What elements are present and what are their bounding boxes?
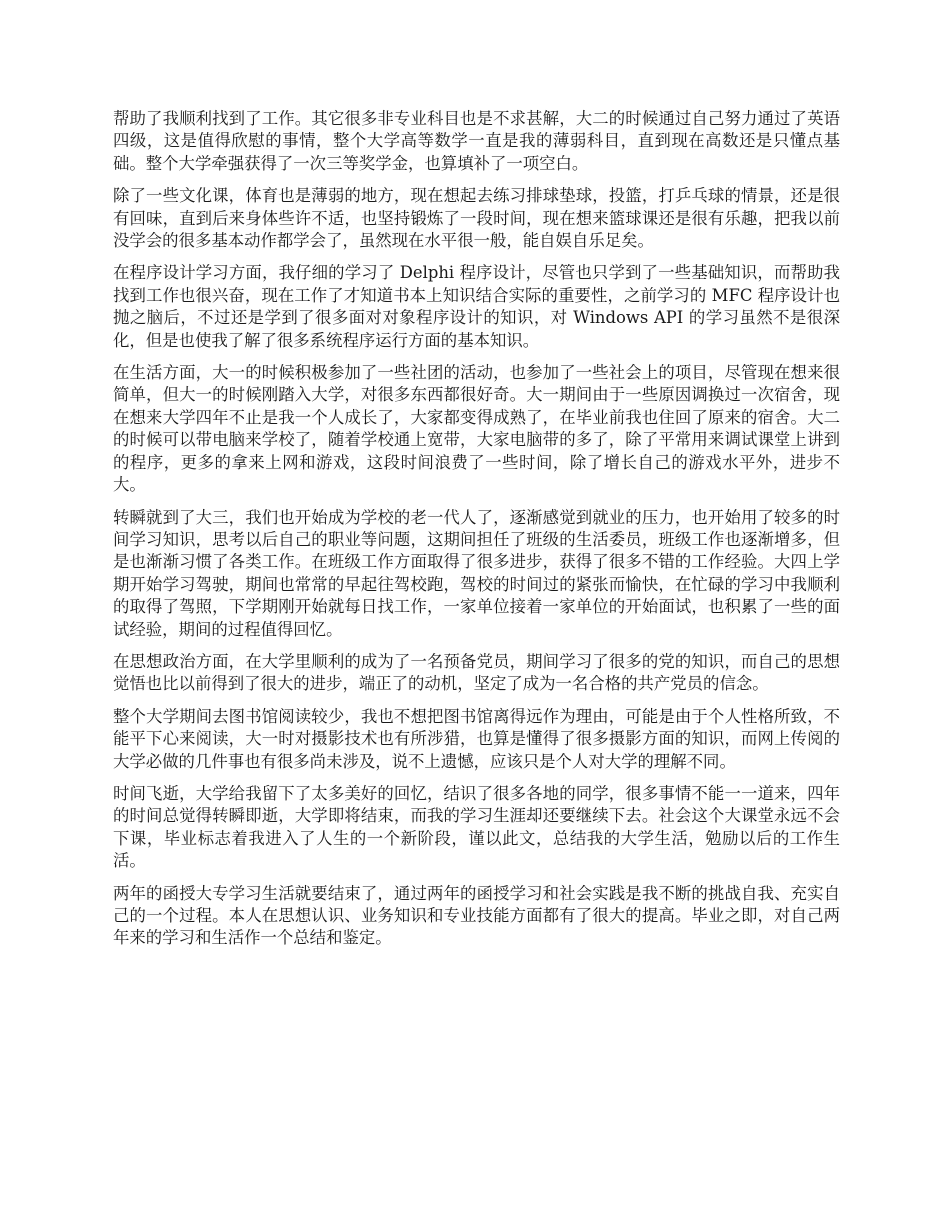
paragraph-sports: 除了一些文化课，体育也是薄弱的地方，现在想起去练习排球垫球，投篮，打乒乓球的情景，还是很有回味，直到后来身体些许不适，也坚持锻炼了一段时间，现在想来篮球课还是很有乐趣，把我以前没学会的很多基本动作都学会了，虽然现在水平很一般，能自娱自乐足矣。 <box>113 186 840 251</box>
paragraph-programming: 在程序设计学习方面，我仔细的学习了 Delphi 程序设计，尽管也只学到了一些基础知识，而帮助我找到工作也很兴奋，现在工作了才知道书本上知识结合实际的重要性，之前学习的 MFC 程序设计也抛之脑后，不过还是学到了很多面对对象程序设计的知识，对 Windows API 的学习虽然不是很深化，但是也使我了解了很多系统程序运行方面的基本知识。 <box>113 263 840 350</box>
paragraph-reflection: 时间飞逝，大学给我留下了太多美好的回忆，结识了很多各地的同学，很多事情不能一一道来，四年的时间总觉得转瞬即逝，大学即将结束，而我的学习生涯却还要继续下去。社会这个大课堂永远不会下课，毕业标志着我进入了人生的一个新阶段，谨以此文，总结我的大学生活，勉励以后的工作生活。 <box>113 783 840 871</box>
paragraph-junior-senior-year: 转瞬就到了大三，我们也开始成为学校的老一代人了，逐渐感觉到就业的压力，也开始用了较多的时间学习知识，思考以后自己的职业等问题，这期间担任了班级的生活委员，班级工作也逐渐增多，但是也渐渐习惯了各类工作。在班级工作方面取得了很多进步，获得了很多不错的工作经验。大四上学期开始学习驾驶，期间也常常的早起往驾校跑，驾校的时间过的紧张而愉快，在忙碌的学习中我顺利的取得了驾照，下学期刚开始就每日找工作，一家单位接着一家单位的开始面试，也积累了一些的面试经验，期间的过程值得回忆。 <box>113 507 840 639</box>
paragraph-political-thought: 在思想政治方面，在大学里顺利的成为了一名预备党员，期间学习了很多的党的知识，而自己的思想觉悟也比以前得到了很大的进步，端正了的动机，坚定了成为一名合格的共产党员的信念。 <box>113 651 840 694</box>
paragraph-university-study: 帮助了我顺利找到了工作。其它很多非专业科目也是不求甚解，大二的时候通过自己努力通过了英语四级，这是值得欣慰的事情，整个大学高等数学一直是我的薄弱科目，直到现在高数还是只懂点基础。整个大学牵强获得了一次三等奖学金，也算填补了一项空白。 <box>113 109 840 173</box>
paragraph-daily-life: 在生活方面，大一的时候积极参加了一些社团的活动，也参加了一些社会上的项目，尽管现在想来很简单，但大一的时候刚踏入大学，对很多东西都很好奇。大一期间由于一些原因调换过一次宿舍，现在想来大学四年不止是我一个人成长了，大家都变得成熟了，在毕业前我也住回了原来的宿舍。大二的时候可以带电脑来学校了，随着学校通上宽带，大家电脑带的多了，除了平常用来调试课堂上讲到的程序，更多的拿来上网和游戏，这段时间浪费了一些时间，除了增长自己的游戏水平外，进步不大。 <box>113 363 840 495</box>
paragraph-correspondence-summary: 两年的函授大专学习生活就要结束了，通过两年的函授学习和社会实践是我不断的挑战自我、充实自己的一个过程。本人在思想认识、业务知识和专业技能方面都有了很大的提高。毕业之即，对自己两年来的学习和生活作一个总结和鉴定。 <box>113 883 840 948</box>
paragraph-library-photography: 整个大学期间去图书馆阅读较少，我也不想把图书馆离得远作为理由，可能是由于个人性格所致，不能平下心来阅读，大一时对摄影技术也有所涉猎，也算是懂得了很多摄影方面的知识，而网上传阅的大学必做的几件事也有很多尚未涉及，说不上遗憾，应该只是个人对大学的理解不同。 <box>113 706 840 771</box>
document-page <box>113 108 840 960</box>
